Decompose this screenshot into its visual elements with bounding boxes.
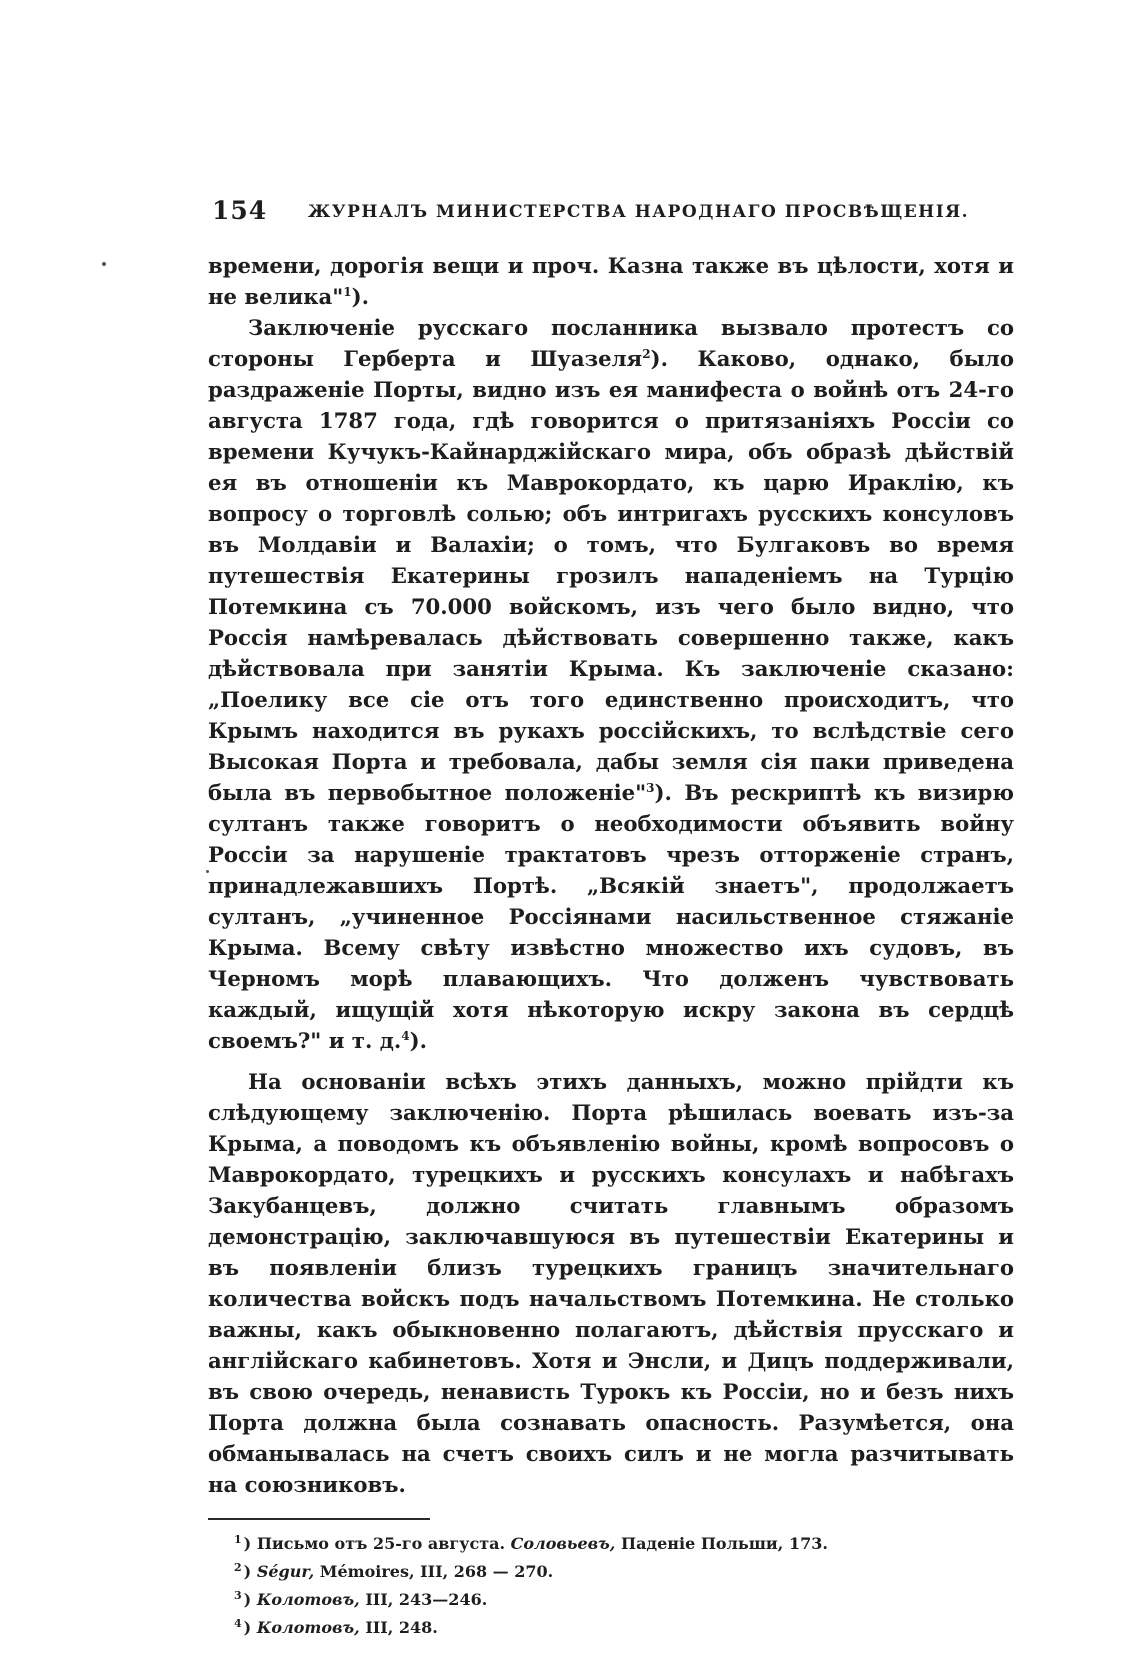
footnote-mark: 2 <box>234 1560 242 1574</box>
journal-title: ЖУРНАЛЪ МИНИСТЕРСТВА НАРОДНАГО ПРОСВѢЩЕНІЯ. <box>308 202 970 222</box>
paragraph-text: Заключеніе русскаго посланника вызвало протестъ со стороны Герберта и Шуазеля <box>208 315 1014 371</box>
body-text <box>208 250 1014 1500</box>
paragraph <box>208 250 1014 312</box>
footnote-divider <box>208 1518 430 1520</box>
footnote-mark: 3 <box>234 1588 242 1602</box>
footnote-mark: 4 <box>234 1616 242 1630</box>
footnote-author: Соловьевъ, <box>510 1534 616 1553</box>
book-page <box>208 196 1014 1642</box>
paragraph-text: времени, дорогія вещи и проч. Казна также въ цѣлости, хотя и не велика" <box>208 253 1014 309</box>
footnote-ref[interactable]: 2 <box>642 346 651 361</box>
running-head <box>208 196 1014 230</box>
footnote-author: Ségur, <box>256 1562 315 1581</box>
footnote-text: Паденіе Польши, 173. <box>620 1534 828 1553</box>
footnote-author: Колотовъ, <box>256 1590 360 1609</box>
footnote-ref[interactable]: 4 <box>401 1028 410 1043</box>
footnote <box>234 1558 1014 1586</box>
paragraph <box>208 312 1014 1056</box>
footnote <box>234 1530 1014 1558</box>
paragraph-text: ). <box>351 284 370 309</box>
footnote-mark-close: ) <box>243 1562 252 1581</box>
footnote-text: Mémoires, III, 268 — 270. <box>319 1562 554 1581</box>
footnote-ref[interactable]: 1 <box>343 284 352 299</box>
footnotes <box>208 1530 1014 1642</box>
footnote-author: Колотовъ, <box>256 1618 360 1637</box>
footnote-mark: 1 <box>234 1532 242 1546</box>
paragraph-text: ). Каково, однако, было раздраженіе Порты, видно изъ ея манифеста о войнѣ отъ 24-го августа 1787 года, гдѣ говорится о притязаніяхъ Россіи со времени Кучукъ-Кайнарджійскаго мира, объ образѣ дѣйствій ея въ отношеніи къ Маврокордато, къ царю Ираклію, къ вопросу о торговлѣ солью; объ интригахъ русскихъ консуловъ въ Молдавіи и Валахіи; о томъ, что Булгаковъ во время путешествія Екатерины грозилъ нападеніемъ на Турцію Потемкина съ 70.000 войскомъ, изъ чего было видно, что Россія намѣревалась дѣйствовать совершенно также, какъ дѣйствовала при занятіи Крыма. Къ заключеніе сказано: „Поелику все сіе отъ того единственно происходитъ, что Крымъ находится въ рукахъ россійскихъ, то вслѣдствіе сего Высокая Порта и требовала, дабы земля сія паки приведена была въ первобытное положеніе" <box>208 346 1014 805</box>
paragraph-text: На основаніи всѣхъ этихъ данныхъ, можно прійдти къ слѣдующему заключенію. Порта рѣшилась воевать изъ-за Крыма, а поводомъ къ объявленію войны, кромѣ вопросовъ о Маврокордато, турецкихъ и русскихъ консулахъ и набѣгахъ Закубанцевъ, должно считать главнымъ образомъ демонстрацію, заключавшуюся въ путешествіи Екатерины и въ появленіи близъ турецкихъ границъ значительнаго количества войскъ подъ начальствомъ Потемкина. Не столько важны, какъ обыкновенно полагаютъ, дѣйствія прусскаго и англійскаго кабинетовъ. Хотя и Энсли, и Дицъ поддерживали, въ свою очередь, ненависть Турокъ къ Россіи, но и безъ нихъ Порта должна была сознавать опасность. Разумѣется, она обманывалась на счетъ своихъ силъ и не могла разчитывать на союзниковъ. <box>208 1069 1014 1497</box>
footnote-text: Письмо отъ 25-го августа. <box>256 1534 506 1553</box>
footnote-mark-close: ) <box>243 1618 252 1637</box>
footnote-mark-close: ) <box>243 1534 252 1553</box>
paragraph-text: ). Въ рескриптѣ къ визирю султанъ также говоритъ о необходимости объявить войну Россіи за нарушеніе трактатовъ чрезъ отторженіе странъ, принадлежавшихъ Портѣ. „Всякій знаетъ", продолжаетъ султанъ, „учиненное Россіянами насильственное стяжаніе Крыма. Всему свѣту извѣстно множество ихъ судовъ, въ Черномъ морѣ плавающихъ. Что долженъ чувствовать каждый, ищущій хотя нѣкоторую искру закона въ сердцѣ своемъ?" и т. д. <box>208 780 1014 1053</box>
footnote-text: III, 243—246. <box>365 1590 488 1609</box>
paragraph-text: ). <box>409 1028 427 1053</box>
footnote <box>234 1586 1014 1614</box>
paragraph <box>208 1066 1014 1500</box>
footnote-ref[interactable]: 3 <box>646 780 655 795</box>
footnote <box>234 1614 1014 1642</box>
page-number: 154 <box>212 196 268 225</box>
footnote-mark-close: ) <box>243 1590 252 1609</box>
footnote-text: III, 248. <box>365 1618 438 1637</box>
scan-speck <box>102 262 106 266</box>
